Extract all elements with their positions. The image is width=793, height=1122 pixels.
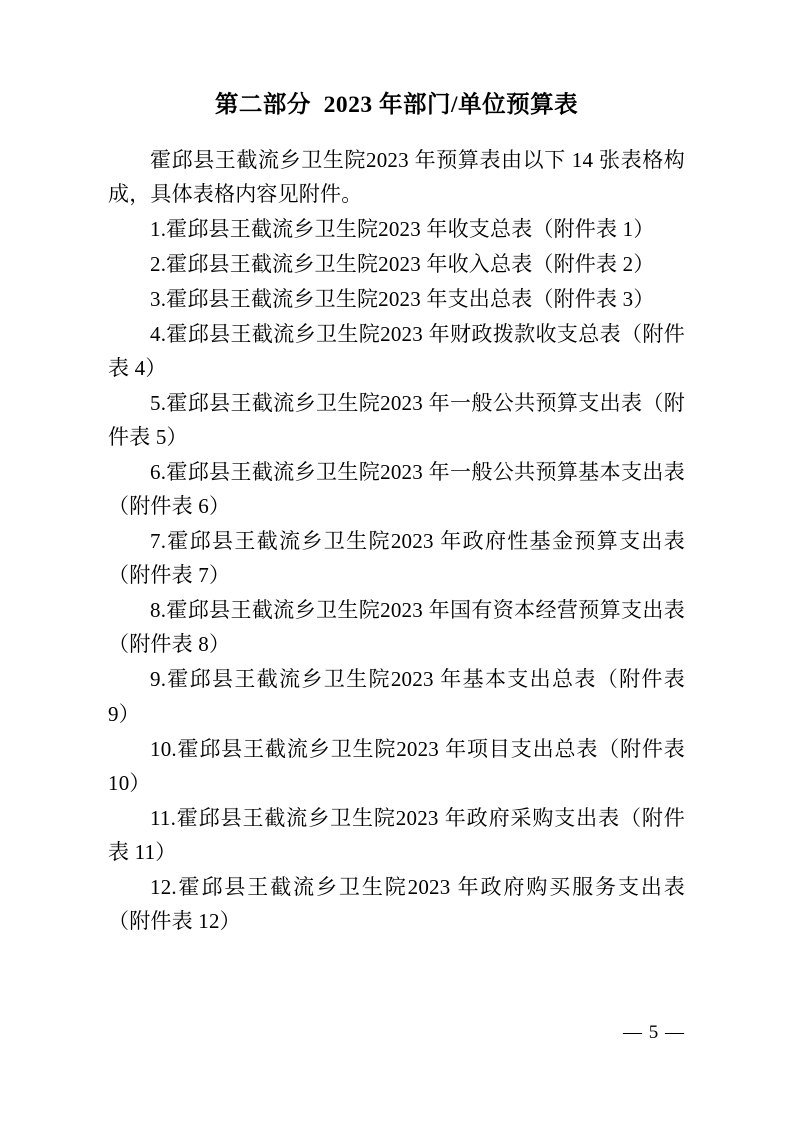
list-item: 9.霍邱县王截流乡卫生院2023 年基本支出总表（附件表 9） <box>108 667 685 726</box>
list-item: 2.霍邱县王截流乡卫生院2023 年收入总表（附件表 2） <box>150 252 655 277</box>
list-item: 12.霍邱县王截流乡卫生院2023 年政府购买服务支出表（附件表 12） <box>108 874 685 933</box>
list-item: 3.霍邱县王截流乡卫生院2023 年支出总表（附件表 3） <box>150 287 655 312</box>
page-title: 第二部分 2023 年部门/单位预算表 <box>214 92 579 118</box>
list-item: 1.霍邱县王截流乡卫生院2023 年收支总表（附件表 1） <box>150 217 655 242</box>
list-item: 8.霍邱县王截流乡卫生院2023 年国有资本经营预算支出表（附件表 8） <box>108 598 685 657</box>
list-item: 4.霍邱县王截流乡卫生院2023 年财政拨款收支总表（附件表 4） <box>108 322 685 381</box>
intro-paragraph: 霍邱县王截流乡卫生院2023 年预算表由以下 14 张表格构成，具体表格内容见附件。 <box>108 148 685 207</box>
list-item: 10.霍邱县王截流乡卫生院2023 年项目支出总表（附件表 10） <box>108 736 685 795</box>
list-item: 6.霍邱县王截流乡卫生院2023 年一般公共预算基本支出表（附件表 6） <box>108 460 685 519</box>
list-item: 11.霍邱县王截流乡卫生院2023 年政府采购支出表（附件表 11） <box>108 805 685 864</box>
list-item: 5.霍邱县王截流乡卫生院2023 年一般公共预算支出表（附件表 5） <box>108 391 685 450</box>
list-item: 7.霍邱县王截流乡卫生院2023 年政府性基金预算支出表（附件表 7） <box>108 529 685 588</box>
page-number: — 5 — <box>623 1022 685 1043</box>
